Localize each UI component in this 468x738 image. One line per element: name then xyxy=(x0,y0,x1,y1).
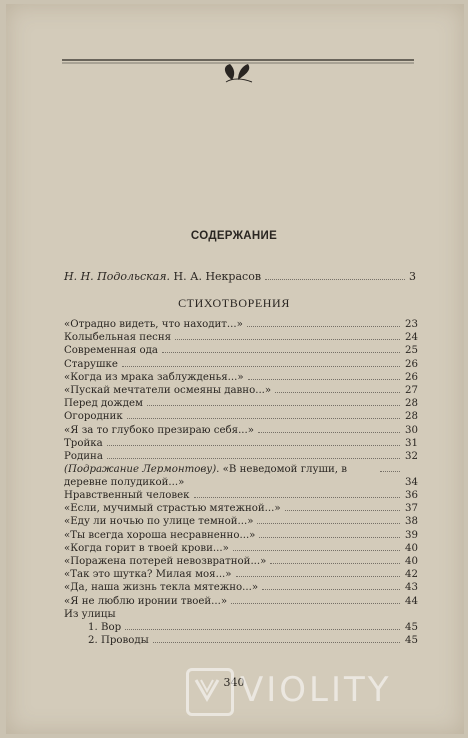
leader-dots xyxy=(125,621,400,630)
ornament-divider xyxy=(62,52,414,88)
entry-title: Нравственный человек xyxy=(64,490,190,502)
leader-dots xyxy=(248,371,400,380)
leader-dots xyxy=(285,502,400,511)
leader-dots xyxy=(147,397,400,406)
entry-page: 26 xyxy=(405,358,418,370)
leader-dots xyxy=(380,463,400,472)
entry-title: Из улицы xyxy=(64,608,116,620)
entry-title: 2. Проводы xyxy=(88,635,149,647)
entry-title: Старушке xyxy=(64,358,118,370)
leader-dots xyxy=(162,344,400,353)
entry-page: 26 xyxy=(405,371,418,383)
leader-dots xyxy=(107,450,400,459)
entry-title: «Да, наша жизнь текла мятежно...» xyxy=(64,582,259,594)
entry-title: «Когда из мрака заблужденья...» xyxy=(64,371,244,383)
entry-page: 31 xyxy=(405,437,418,449)
intro-entry[interactable] xyxy=(64,270,416,283)
entry-title: «Поражена потерей невозвратной...» xyxy=(64,556,267,567)
leader-dots xyxy=(270,555,400,564)
entry-page: 28 xyxy=(405,398,418,410)
toc-entry[interactable] xyxy=(64,489,418,502)
entry-page: 45 xyxy=(405,621,418,633)
entry-title: Современная ода xyxy=(64,345,158,357)
toc-entry[interactable] xyxy=(64,424,418,437)
toc-entry[interactable] xyxy=(64,529,418,542)
entry-title: «Так это шутка? Милая моя...» xyxy=(64,569,232,581)
section-heading: СТИХОТВОРЕНИЯ xyxy=(178,296,290,310)
entry-title: «Ты всегда хороша несравненно...» xyxy=(64,529,256,541)
toc-list xyxy=(64,318,418,647)
entry-title: «Когда горит в твоей крови...» xyxy=(64,542,229,554)
toc-entry[interactable] xyxy=(64,502,418,515)
entry-title-rest: «В неведомой глуши, в деревне полудикой...» xyxy=(64,464,347,488)
entry-page: 44 xyxy=(405,595,418,607)
entry-title: «Отрадно видеть, что находит...» xyxy=(64,319,243,330)
leader-dots xyxy=(259,529,400,538)
entry-page: 32 xyxy=(405,450,418,462)
leader-dots xyxy=(107,437,400,446)
watermark-text: VIOLITY xyxy=(240,670,392,710)
intro-author: Н. А. Некрасов xyxy=(173,270,262,283)
entry-page: 36 xyxy=(405,490,418,502)
entry-title: «Если, мучимый страстью мятежной...» xyxy=(64,503,281,515)
leader-dots xyxy=(175,331,400,340)
toc-entry[interactable] xyxy=(64,318,418,331)
toc-entry[interactable] xyxy=(64,555,418,568)
entry-page: 38 xyxy=(405,516,418,528)
entry-page: 23 xyxy=(405,319,418,330)
entry-title: «Я не люблю иронии твоей...» xyxy=(64,595,228,607)
toc-entry[interactable] xyxy=(64,450,418,463)
entry-page: 40 xyxy=(405,542,418,554)
toc-entry[interactable] xyxy=(64,568,418,581)
leader-dots xyxy=(258,424,400,433)
leader-dots xyxy=(247,318,400,327)
intro-author-italic: Н. Н. Подольская. xyxy=(64,270,171,283)
leader-dots xyxy=(257,515,400,524)
leader-dots xyxy=(236,568,400,577)
toc-entry[interactable] xyxy=(64,542,418,555)
entry-page: 43 xyxy=(405,582,418,594)
leader-dots xyxy=(122,358,400,367)
toc-entry[interactable] xyxy=(64,384,418,397)
leader-dots xyxy=(153,634,400,643)
contents-heading: СОДЕРЖАНИЕ xyxy=(190,230,278,242)
entry-title: Родина xyxy=(64,450,103,462)
entry-page: 42 xyxy=(405,569,418,581)
watermark xyxy=(180,660,465,720)
page-number: 340 xyxy=(223,676,245,689)
toc-entry[interactable] xyxy=(64,371,418,384)
leader-dots xyxy=(233,542,400,551)
toc-entry[interactable] xyxy=(64,634,418,647)
entry-title: 1. Вор xyxy=(88,621,122,633)
entry-page: 24 xyxy=(405,332,418,344)
entry-title: Огородник xyxy=(64,411,123,423)
entry-title xyxy=(64,464,376,489)
violity-logo-icon xyxy=(186,668,234,716)
toc-entry[interactable] xyxy=(64,410,418,423)
intro-page: 3 xyxy=(409,270,416,283)
leader-dots xyxy=(127,410,400,419)
toc-entry[interactable] xyxy=(64,515,418,528)
leader-dots xyxy=(120,609,400,617)
leader-dots xyxy=(262,581,400,590)
toc-entry[interactable] xyxy=(64,595,418,608)
entry-title: Тройка xyxy=(64,437,103,449)
entry-title: «Еду ли ночью по улице темной...» xyxy=(64,516,254,528)
entry-page: 40 xyxy=(405,556,418,567)
toc-entry[interactable] xyxy=(64,331,418,344)
toc-entry[interactable] xyxy=(64,358,418,371)
entry-title: «Пускай мечтатели осмеяны давно...» xyxy=(64,384,272,396)
entry-title: Колыбельная песня xyxy=(64,332,172,344)
toc-entry[interactable] xyxy=(64,397,418,410)
entry-page: 27 xyxy=(405,384,418,396)
entry-page: 39 xyxy=(405,529,418,541)
toc-entry[interactable] xyxy=(64,621,418,634)
leader-dots xyxy=(275,384,400,393)
entry-title: «Я за то глубоко презираю себя...» xyxy=(64,424,255,436)
entry-page: 30 xyxy=(405,424,418,436)
leader-dots xyxy=(194,489,400,498)
entry-page: 37 xyxy=(405,503,418,515)
leader-dots xyxy=(231,595,400,604)
toc-entry[interactable] xyxy=(64,581,418,594)
toc-entry[interactable] xyxy=(64,344,418,357)
entry-page: 34 xyxy=(405,476,418,488)
toc-entry[interactable] xyxy=(64,608,418,621)
entry-page: 28 xyxy=(405,411,418,423)
toc-entry[interactable] xyxy=(64,437,418,450)
leader-dots xyxy=(265,271,405,280)
entry-page: 45 xyxy=(405,635,418,647)
entry-page: 25 xyxy=(405,345,418,357)
toc-entry[interactable] xyxy=(64,463,418,489)
entry-title: Перед дождем xyxy=(64,398,143,410)
entry-title-italic: (Подражание Лермонтову). xyxy=(64,464,220,476)
